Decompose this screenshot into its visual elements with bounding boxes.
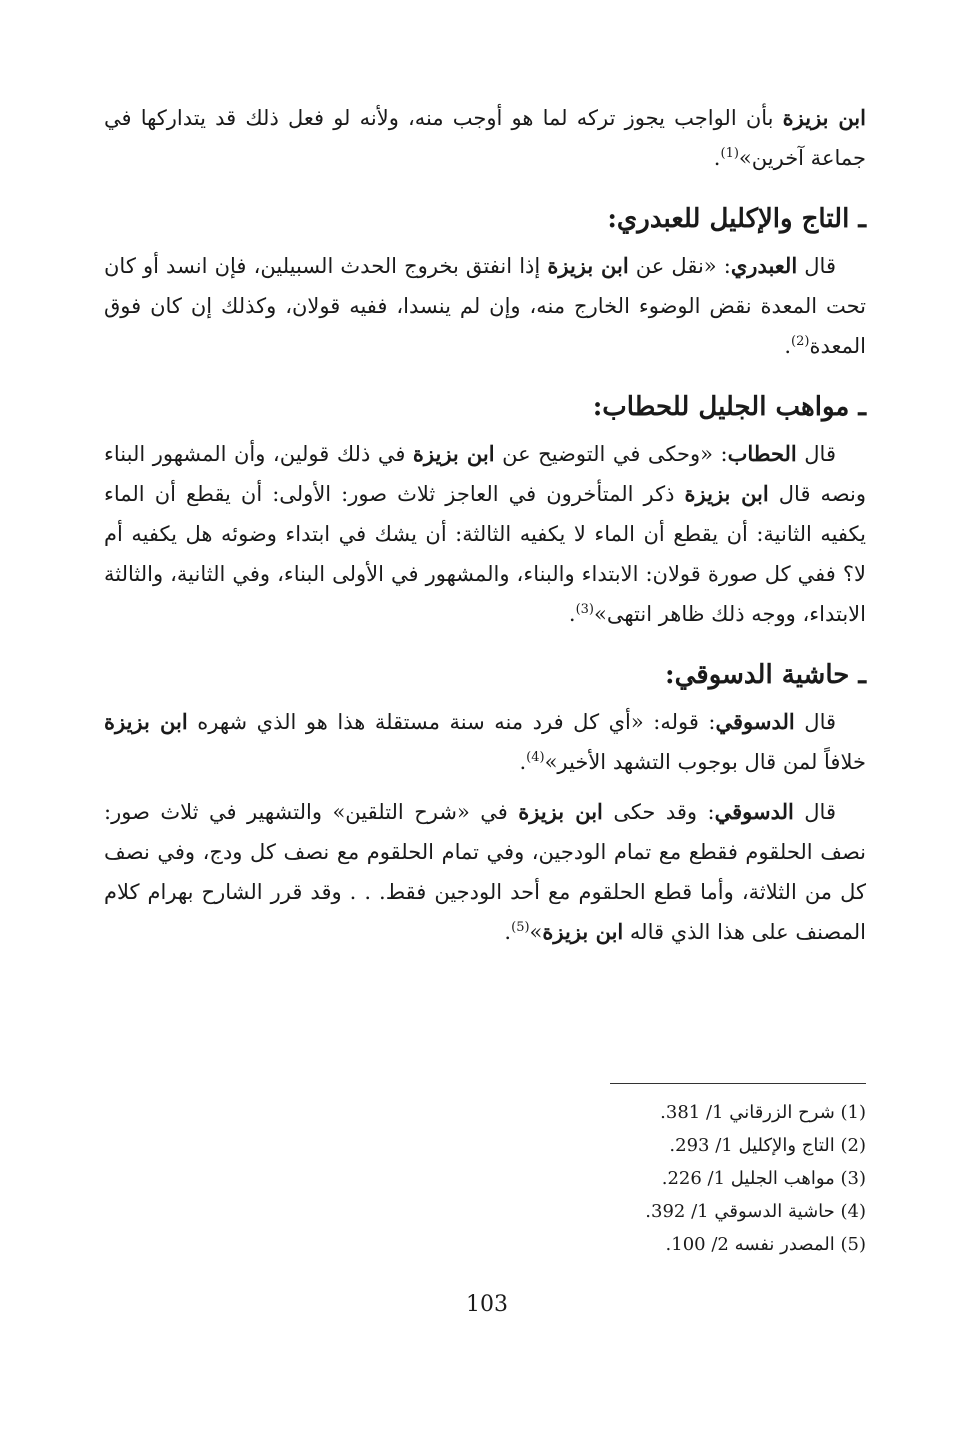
spacer xyxy=(104,782,866,792)
name-ibn-buzayza: ابن بزيزة xyxy=(782,105,866,130)
text: ذكر المتأخرون في العاجز ثلاث صور: الأولى: أن يقطع أن الماء يكفيه الثانية: أن يقطع أن الماء لا يكفيه الثالثة: أن يشك في ابتداء وضوئه هل يكفيه أم لا؟ ففي كل صورة قولان: الابتداء والبناء، والمشهور في الأولى البناء، وفي الثانية، والثالثة الابتداء، ووجه ذلك ظاهر انتهى» xyxy=(104,482,866,626)
footnote-5: (5) المصدر نفسه 2/ 100. xyxy=(665,1234,866,1255)
paragraph-dasuqi-1 xyxy=(104,702,866,782)
name-dasuqi: الدسوقي xyxy=(714,799,794,824)
footnote-divider xyxy=(610,1083,866,1084)
text: قال xyxy=(794,710,837,734)
text: : «وحكى في التوضيح عن xyxy=(494,442,728,466)
text: خلافاً لمن قال بوجوب التشهد الأخير» xyxy=(544,750,866,774)
page-body xyxy=(104,98,866,952)
text: : وقد حكى xyxy=(602,800,715,824)
name-hattab: الحطاب xyxy=(727,441,797,466)
paragraph-abdari xyxy=(104,246,866,366)
footnote-ref: (1) xyxy=(720,146,739,161)
footnotes xyxy=(566,1096,866,1261)
text: قال xyxy=(797,254,836,278)
section-heading-taj: ـ التاج والإكليل للعبدري: xyxy=(607,204,866,234)
footnote-4: (4) حاشية الدسوقي 1/ 392. xyxy=(645,1201,866,1222)
period: . xyxy=(784,334,792,358)
text: : «نقل عن xyxy=(628,254,731,278)
name-ibn-buzayza: ابن بزيزة xyxy=(547,253,629,278)
paragraph-dasuqi-2 xyxy=(104,792,866,952)
page-number: 103 xyxy=(466,1292,508,1317)
name-ibn-buzayza: ابن بزيزة xyxy=(542,919,624,944)
name-ibn-buzayza: ابن بزيزة xyxy=(518,799,603,824)
text: قال xyxy=(793,800,836,824)
text: : قوله: «أي كل فرد منه سنة مستقلة هذا هو الذي شهره xyxy=(187,710,716,734)
name-ibn-buzayza: ابن بزيزة xyxy=(412,441,495,466)
name-ibn-buzayza: ابن بزيزة xyxy=(684,481,769,506)
period: . xyxy=(713,146,721,170)
footnote-ref: (3) xyxy=(575,602,594,617)
footnote-ref: (2) xyxy=(791,334,810,349)
text: إذا انفتق بخروج الحدث السبيلين، فإن انسد أو كان تحت المعدة نقض الوضوء الخارج منه، وإن لم ينسدا، ففيه قولان، وكذلك إن كان فوق المعدة xyxy=(104,254,866,358)
paragraph-text: بأن الواجب يجوز تركه لما هو أوجب منه، ولأنه لو فعل ذلك قد يتداركها في جماعة آخرين» xyxy=(104,106,866,170)
text: في ذلك قولين، وأن المشهور البناء ونصه قال xyxy=(104,442,866,506)
continuation-paragraph xyxy=(104,98,866,178)
section-heading-dasuqi: ـ حاشية الدسوقي: xyxy=(665,660,866,690)
text: قال xyxy=(796,442,836,466)
period: . xyxy=(519,750,527,774)
footnote-2: (2) التاج والإكليل 1/ 293. xyxy=(669,1135,866,1156)
paragraph-hattab xyxy=(104,434,866,634)
section-heading-mawahib: ـ مواهب الجليل للحطاب: xyxy=(592,392,866,422)
period: . xyxy=(568,602,576,626)
footnote-3: (3) مواهب الجليل 1/ 226. xyxy=(661,1168,866,1189)
name-ibn-buzayza: ابن بزيزة xyxy=(104,709,188,734)
name-dasuqi: الدسوقي xyxy=(715,709,795,734)
name-abdari: العبدري xyxy=(730,253,798,278)
footnote-1: (1) شرح الزرقاني 1/ 381. xyxy=(660,1102,866,1123)
period: . xyxy=(504,920,512,944)
footnote-ref: (5) xyxy=(511,920,530,935)
footnote-ref: (4) xyxy=(526,750,545,765)
text: » xyxy=(529,920,543,944)
text: في «شرح التلقين» والتشهير في ثلاث صور: نصف الحلقوم فقطع مع تمام الودجين، وفي تمام الحلقوم مع نصف كل ودج، وفي نصف كل من الثلاثة، وأما قطع الحلقوم مع أحد الودجين فقط. . . وقد قرر الشارح بهرام كلام المصنف على هذا الذي قاله xyxy=(104,800,866,944)
